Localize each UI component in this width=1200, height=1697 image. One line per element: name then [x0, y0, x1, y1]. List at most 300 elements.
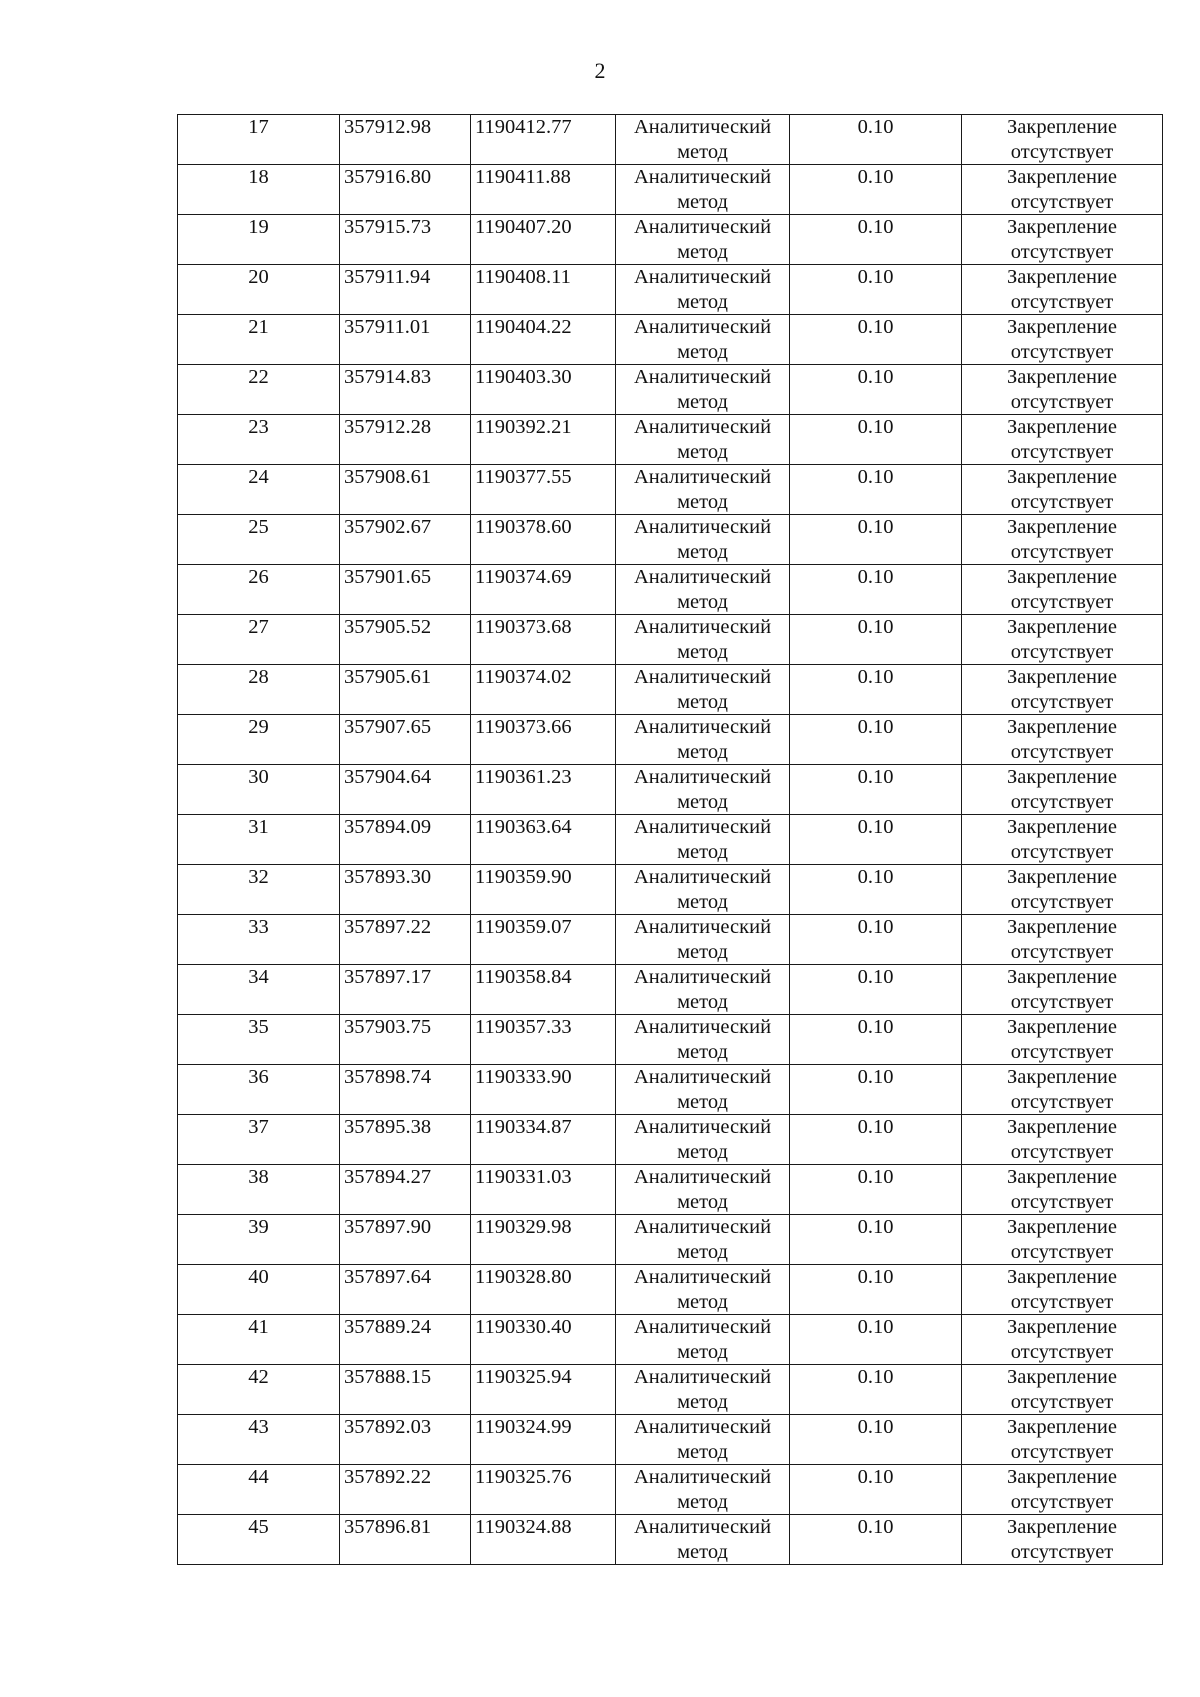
fixation-text: Закрепление: [1006, 1066, 1118, 1088]
method-text: метод: [677, 140, 728, 163]
accuracy-cell: [790, 1465, 962, 1515]
point-number-cell: [178, 215, 340, 265]
method-text: Аналитический: [633, 1216, 772, 1238]
fixation-text: отсутствует: [1010, 590, 1114, 613]
accuracy-cell: [790, 765, 962, 815]
accuracy-cell: [790, 665, 962, 715]
accuracy-cell: [790, 815, 962, 865]
y-coordinate-cell: [471, 665, 616, 715]
x-coordinate-cell: [340, 115, 471, 165]
method-cell: [616, 515, 790, 565]
y-coordinate-cell: [471, 615, 616, 665]
fixation-text: Закрепление: [1006, 416, 1118, 438]
point-number-cell: [178, 365, 340, 415]
y-coordinate: 1190361.23: [475, 766, 572, 788]
fixation-cell: [962, 215, 1163, 265]
x-coordinate: 357902.67: [344, 516, 432, 538]
method-cell: [616, 1315, 790, 1365]
fixation-cell: [962, 765, 1163, 815]
y-coordinate: 1190403.30: [475, 366, 572, 388]
point-number-cell: [178, 415, 340, 465]
x-coordinate-cell: [340, 465, 471, 515]
method-text: метод: [677, 440, 728, 463]
accuracy-cell: [790, 1015, 962, 1065]
accuracy-value: 0.10: [857, 866, 894, 888]
fixation-text: Закрепление: [1006, 1466, 1118, 1488]
method-cell: [616, 565, 790, 615]
method-text: Аналитический: [633, 616, 772, 638]
accuracy-value: 0.10: [857, 916, 894, 938]
point-number: 44: [248, 1466, 269, 1488]
method-text: метод: [677, 1240, 728, 1263]
accuracy-value: 0.10: [857, 1166, 894, 1188]
table-row: [178, 765, 1163, 815]
y-coordinate: 1190328.80: [475, 1266, 572, 1288]
method-text: метод: [677, 290, 728, 313]
table-row: [178, 115, 1163, 165]
x-coordinate-cell: [340, 1465, 471, 1515]
point-number: 17: [248, 116, 269, 138]
point-number-cell: [178, 915, 340, 965]
method-cell: [616, 1265, 790, 1315]
method-text: метод: [677, 1440, 728, 1463]
method-cell: [616, 315, 790, 365]
point-number-cell: [178, 665, 340, 715]
fixation-text: отсутствует: [1010, 1540, 1114, 1563]
fixation-cell: [962, 1015, 1163, 1065]
y-coordinate: 1190330.40: [475, 1316, 572, 1338]
accuracy-cell: [790, 465, 962, 515]
accuracy-value: 0.10: [857, 1416, 894, 1438]
fixation-cell: [962, 115, 1163, 165]
x-coordinate: 357897.90: [344, 1216, 432, 1238]
x-coordinate-cell: [340, 1165, 471, 1215]
x-coordinate: 357897.64: [344, 1266, 432, 1288]
accuracy-value: 0.10: [857, 1516, 894, 1538]
method-text: Аналитический: [633, 1516, 772, 1538]
x-coordinate-cell: [340, 265, 471, 315]
y-coordinate: 1190331.03: [475, 1166, 572, 1188]
table-row: [178, 265, 1163, 315]
accuracy-value: 0.10: [857, 1316, 894, 1338]
method-cell: [616, 1115, 790, 1165]
y-coordinate: 1190377.55: [475, 466, 572, 488]
method-text: метод: [677, 490, 728, 513]
fixation-cell: [962, 1515, 1163, 1565]
fixation-cell: [962, 1115, 1163, 1165]
point-number-cell: [178, 165, 340, 215]
fixation-cell: [962, 815, 1163, 865]
fixation-text: отсутствует: [1010, 1290, 1114, 1313]
method-text: метод: [677, 590, 728, 613]
fixation-text: отсутствует: [1010, 690, 1114, 713]
x-coordinate-cell: [340, 365, 471, 415]
accuracy-value: 0.10: [857, 1116, 894, 1138]
point-number: 33: [248, 916, 269, 938]
y-coordinate: 1190392.21: [475, 416, 572, 438]
point-number-cell: [178, 465, 340, 515]
accuracy-cell: [790, 865, 962, 915]
accuracy-cell: [790, 1265, 962, 1315]
method-cell: [616, 865, 790, 915]
point-number-cell: [178, 515, 340, 565]
y-coordinate-cell: [471, 465, 616, 515]
x-coordinate-cell: [340, 1415, 471, 1465]
point-number: 39: [248, 1216, 269, 1238]
point-number-cell: [178, 1165, 340, 1215]
method-cell: [616, 1215, 790, 1265]
fixation-text: отсутствует: [1010, 1440, 1114, 1463]
y-coordinate-cell: [471, 865, 616, 915]
accuracy-cell: [790, 965, 962, 1015]
method-cell: [616, 165, 790, 215]
y-coordinate-cell: [471, 1415, 616, 1465]
fixation-text: отсутствует: [1010, 290, 1114, 313]
y-coordinate: 1190325.94: [475, 1366, 572, 1388]
point-number-cell: [178, 315, 340, 365]
method-cell: [616, 665, 790, 715]
x-coordinate-cell: [340, 1015, 471, 1065]
accuracy-value: 0.10: [857, 466, 894, 488]
table-row: [178, 1365, 1163, 1415]
method-text: Аналитический: [633, 1266, 772, 1288]
x-coordinate: 357892.22: [344, 1466, 432, 1488]
x-coordinate: 357905.52: [344, 616, 432, 638]
method-text: Аналитический: [633, 316, 772, 338]
method-text: Аналитический: [633, 1366, 772, 1388]
method-cell: [616, 1165, 790, 1215]
fixation-cell: [962, 465, 1163, 515]
y-coordinate-cell: [471, 115, 616, 165]
y-coordinate-cell: [471, 1515, 616, 1565]
method-text: Аналитический: [633, 1466, 772, 1488]
accuracy-value: 0.10: [857, 1216, 894, 1238]
fixation-text: отсутствует: [1010, 340, 1114, 363]
point-number: 19: [248, 216, 269, 238]
fixation-cell: [962, 1065, 1163, 1115]
y-coordinate: 1190325.76: [475, 1466, 572, 1488]
table-row: [178, 1215, 1163, 1265]
table-row: [178, 915, 1163, 965]
fixation-text: Закрепление: [1006, 116, 1118, 138]
y-coordinate: 1190374.69: [475, 566, 572, 588]
fixation-text: Закрепление: [1006, 1366, 1118, 1388]
x-coordinate: 357911.94: [344, 266, 431, 288]
fixation-text: отсутствует: [1010, 890, 1114, 913]
point-number: 32: [248, 866, 269, 888]
fixation-text: отсутствует: [1010, 1340, 1114, 1363]
fixation-text: Закрепление: [1006, 1516, 1118, 1538]
x-coordinate: 357888.15: [344, 1366, 432, 1388]
x-coordinate-cell: [340, 1215, 471, 1265]
fixation-cell: [962, 165, 1163, 215]
method-text: Аналитический: [633, 266, 772, 288]
y-coordinate-cell: [471, 365, 616, 415]
y-coordinate: 1190358.84: [475, 966, 572, 988]
accuracy-cell: [790, 265, 962, 315]
fixation-text: Закрепление: [1006, 166, 1118, 188]
method-text: Аналитический: [633, 566, 772, 588]
x-coordinate: 357912.98: [344, 116, 432, 138]
point-number: 41: [248, 1316, 269, 1338]
method-text: метод: [677, 1290, 728, 1313]
fixation-cell: [962, 865, 1163, 915]
fixation-cell: [962, 1265, 1163, 1315]
table-row: [178, 415, 1163, 465]
method-text: Аналитический: [633, 116, 772, 138]
fixation-text: Закрепление: [1006, 1316, 1118, 1338]
fixation-cell: [962, 565, 1163, 615]
y-coordinate-cell: [471, 315, 616, 365]
point-number: 43: [248, 1416, 269, 1438]
accuracy-cell: [790, 915, 962, 965]
table-row: [178, 515, 1163, 565]
point-number: 22: [248, 366, 269, 388]
table-row: [178, 615, 1163, 665]
y-coordinate-cell: [471, 1465, 616, 1515]
method-text: Аналитический: [633, 1166, 772, 1188]
accuracy-value: 0.10: [857, 316, 894, 338]
y-coordinate-cell: [471, 1015, 616, 1065]
accuracy-value: 0.10: [857, 416, 894, 438]
fixation-cell: [962, 315, 1163, 365]
method-cell: [616, 215, 790, 265]
y-coordinate-cell: [471, 215, 616, 265]
method-text: Аналитический: [633, 1066, 772, 1088]
method-cell: [616, 765, 790, 815]
method-text: метод: [677, 1190, 728, 1213]
point-number: 34: [248, 966, 269, 988]
accuracy-value: 0.10: [857, 716, 894, 738]
method-text: Аналитический: [633, 466, 772, 488]
coordinates-table-body: [178, 115, 1163, 1565]
y-coordinate: 1190374.02: [475, 666, 572, 688]
method-cell: [616, 115, 790, 165]
method-text: метод: [677, 190, 728, 213]
x-coordinate: 357894.09: [344, 816, 432, 838]
method-text: Аналитический: [633, 416, 772, 438]
table-row: [178, 1515, 1163, 1565]
x-coordinate: 357915.73: [344, 216, 432, 238]
point-number: 28: [248, 666, 269, 688]
method-text: Аналитический: [633, 866, 772, 888]
accuracy-value: 0.10: [857, 666, 894, 688]
table-row: [178, 715, 1163, 765]
fixation-text: Закрепление: [1006, 566, 1118, 588]
x-coordinate: 357901.65: [344, 566, 432, 588]
accuracy-value: 0.10: [857, 566, 894, 588]
accuracy-value: 0.10: [857, 216, 894, 238]
method-text: метод: [677, 1090, 728, 1113]
point-number: 20: [248, 266, 269, 288]
point-number-cell: [178, 1465, 340, 1515]
point-number-cell: [178, 1315, 340, 1365]
accuracy-value: 0.10: [857, 766, 894, 788]
point-number-cell: [178, 765, 340, 815]
fixation-text: Закрепление: [1006, 1416, 1118, 1438]
method-cell: [616, 1015, 790, 1065]
table-row: [178, 1165, 1163, 1215]
y-coordinate-cell: [471, 1215, 616, 1265]
y-coordinate: 1190408.11: [475, 266, 571, 288]
table-row: [178, 565, 1163, 615]
fixation-cell: [962, 1315, 1163, 1365]
accuracy-cell: [790, 415, 962, 465]
y-coordinate: 1190357.33: [475, 1016, 572, 1038]
x-coordinate: 357894.27: [344, 1166, 432, 1188]
accuracy-value: 0.10: [857, 116, 894, 138]
fixation-text: Закрепление: [1006, 216, 1118, 238]
point-number-cell: [178, 1365, 340, 1415]
point-number-cell: [178, 815, 340, 865]
x-coordinate: 357916.80: [344, 166, 432, 188]
x-coordinate-cell: [340, 1515, 471, 1565]
method-text: Аналитический: [633, 1416, 772, 1438]
y-coordinate-cell: [471, 1315, 616, 1365]
fixation-cell: [962, 1365, 1163, 1415]
accuracy-cell: [790, 1065, 962, 1115]
accuracy-cell: [790, 315, 962, 365]
fixation-cell: [962, 615, 1163, 665]
x-coordinate: 357889.24: [344, 1316, 432, 1338]
x-coordinate: 357904.64: [344, 766, 432, 788]
y-coordinate-cell: [471, 1115, 616, 1165]
method-text: метод: [677, 640, 728, 663]
fixation-text: Закрепление: [1006, 316, 1118, 338]
method-cell: [616, 1065, 790, 1115]
table-row: [178, 215, 1163, 265]
fixation-text: отсутствует: [1010, 740, 1114, 763]
table-row: [178, 1415, 1163, 1465]
y-coordinate: 1190324.99: [475, 1416, 572, 1438]
fixation-text: отсутствует: [1010, 1140, 1114, 1163]
method-text: метод: [677, 790, 728, 813]
method-cell: [616, 365, 790, 415]
table-row: [178, 315, 1163, 365]
fixation-text: отсутствует: [1010, 540, 1114, 563]
fixation-text: отсутствует: [1010, 240, 1114, 263]
y-coordinate-cell: [471, 765, 616, 815]
y-coordinate: 1190378.60: [475, 516, 572, 538]
accuracy-value: 0.10: [857, 816, 894, 838]
point-number: 27: [248, 616, 269, 638]
method-cell: [616, 1415, 790, 1465]
x-coordinate: 357905.61: [344, 666, 432, 688]
y-coordinate: 1190363.64: [475, 816, 572, 838]
x-coordinate: 357912.28: [344, 416, 432, 438]
point-number-cell: [178, 715, 340, 765]
x-coordinate-cell: [340, 1315, 471, 1365]
x-coordinate-cell: [340, 315, 471, 365]
point-number-cell: [178, 265, 340, 315]
method-text: метод: [677, 840, 728, 863]
method-cell: [616, 1465, 790, 1515]
y-coordinate: 1190412.77: [475, 116, 572, 138]
accuracy-cell: [790, 1165, 962, 1215]
method-text: метод: [677, 1540, 728, 1563]
y-coordinate: 1190329.98: [475, 1216, 572, 1238]
fixation-text: Закрепление: [1006, 516, 1118, 538]
point-number-cell: [178, 1115, 340, 1165]
accuracy-value: 0.10: [857, 616, 894, 638]
fixation-text: отсутствует: [1010, 390, 1114, 413]
method-text: метод: [677, 1040, 728, 1063]
accuracy-cell: [790, 1415, 962, 1465]
method-cell: [616, 415, 790, 465]
accuracy-cell: [790, 1115, 962, 1165]
fixation-text: Закрепление: [1006, 716, 1118, 738]
table-row: [178, 815, 1163, 865]
method-text: метод: [677, 1490, 728, 1513]
point-number: 36: [248, 1066, 269, 1088]
x-coordinate-cell: [340, 865, 471, 915]
fixation-cell: [962, 1215, 1163, 1265]
point-number: 45: [248, 1516, 269, 1538]
point-number: 35: [248, 1016, 269, 1038]
method-text: метод: [677, 740, 728, 763]
x-coordinate-cell: [340, 915, 471, 965]
fixation-cell: [962, 965, 1163, 1015]
point-number: 40: [248, 1266, 269, 1288]
method-text: метод: [677, 1390, 728, 1413]
y-coordinate: 1190359.07: [475, 916, 572, 938]
method-text: метод: [677, 940, 728, 963]
fixation-text: отсутствует: [1010, 190, 1114, 213]
x-coordinate: 357896.81: [344, 1516, 432, 1538]
point-number: 26: [248, 566, 269, 588]
method-text: метод: [677, 240, 728, 263]
accuracy-cell: [790, 1365, 962, 1415]
point-number: 31: [248, 816, 269, 838]
table-row: [178, 365, 1163, 415]
y-coordinate-cell: [471, 415, 616, 465]
point-number: 25: [248, 516, 269, 538]
method-text: метод: [677, 990, 728, 1013]
table-row: [178, 165, 1163, 215]
x-coordinate: 357898.74: [344, 1066, 432, 1088]
point-number: 29: [248, 716, 269, 738]
method-cell: [616, 265, 790, 315]
fixation-text: Закрепление: [1006, 966, 1118, 988]
table-row: [178, 665, 1163, 715]
fixation-text: Закрепление: [1006, 1166, 1118, 1188]
x-coordinate-cell: [340, 715, 471, 765]
accuracy-cell: [790, 565, 962, 615]
fixation-text: отсутствует: [1010, 940, 1114, 963]
fixation-text: отсутствует: [1010, 1390, 1114, 1413]
accuracy-cell: [790, 365, 962, 415]
accuracy-cell: [790, 1315, 962, 1365]
method-text: метод: [677, 1140, 728, 1163]
y-coordinate-cell: [471, 1265, 616, 1315]
fixation-cell: [962, 665, 1163, 715]
point-number: 23: [248, 416, 269, 438]
table-row: [178, 965, 1163, 1015]
coordinates-table: [177, 114, 1163, 1565]
method-cell: [616, 1515, 790, 1565]
method-cell: [616, 465, 790, 515]
x-coordinate-cell: [340, 565, 471, 615]
accuracy-cell: [790, 1215, 962, 1265]
accuracy-cell: [790, 515, 962, 565]
method-text: Аналитический: [633, 666, 772, 688]
method-cell: [616, 1365, 790, 1415]
accuracy-value: 0.10: [857, 1266, 894, 1288]
method-text: метод: [677, 690, 728, 713]
x-coordinate-cell: [340, 615, 471, 665]
y-coordinate-cell: [471, 1365, 616, 1415]
method-cell: [616, 965, 790, 1015]
